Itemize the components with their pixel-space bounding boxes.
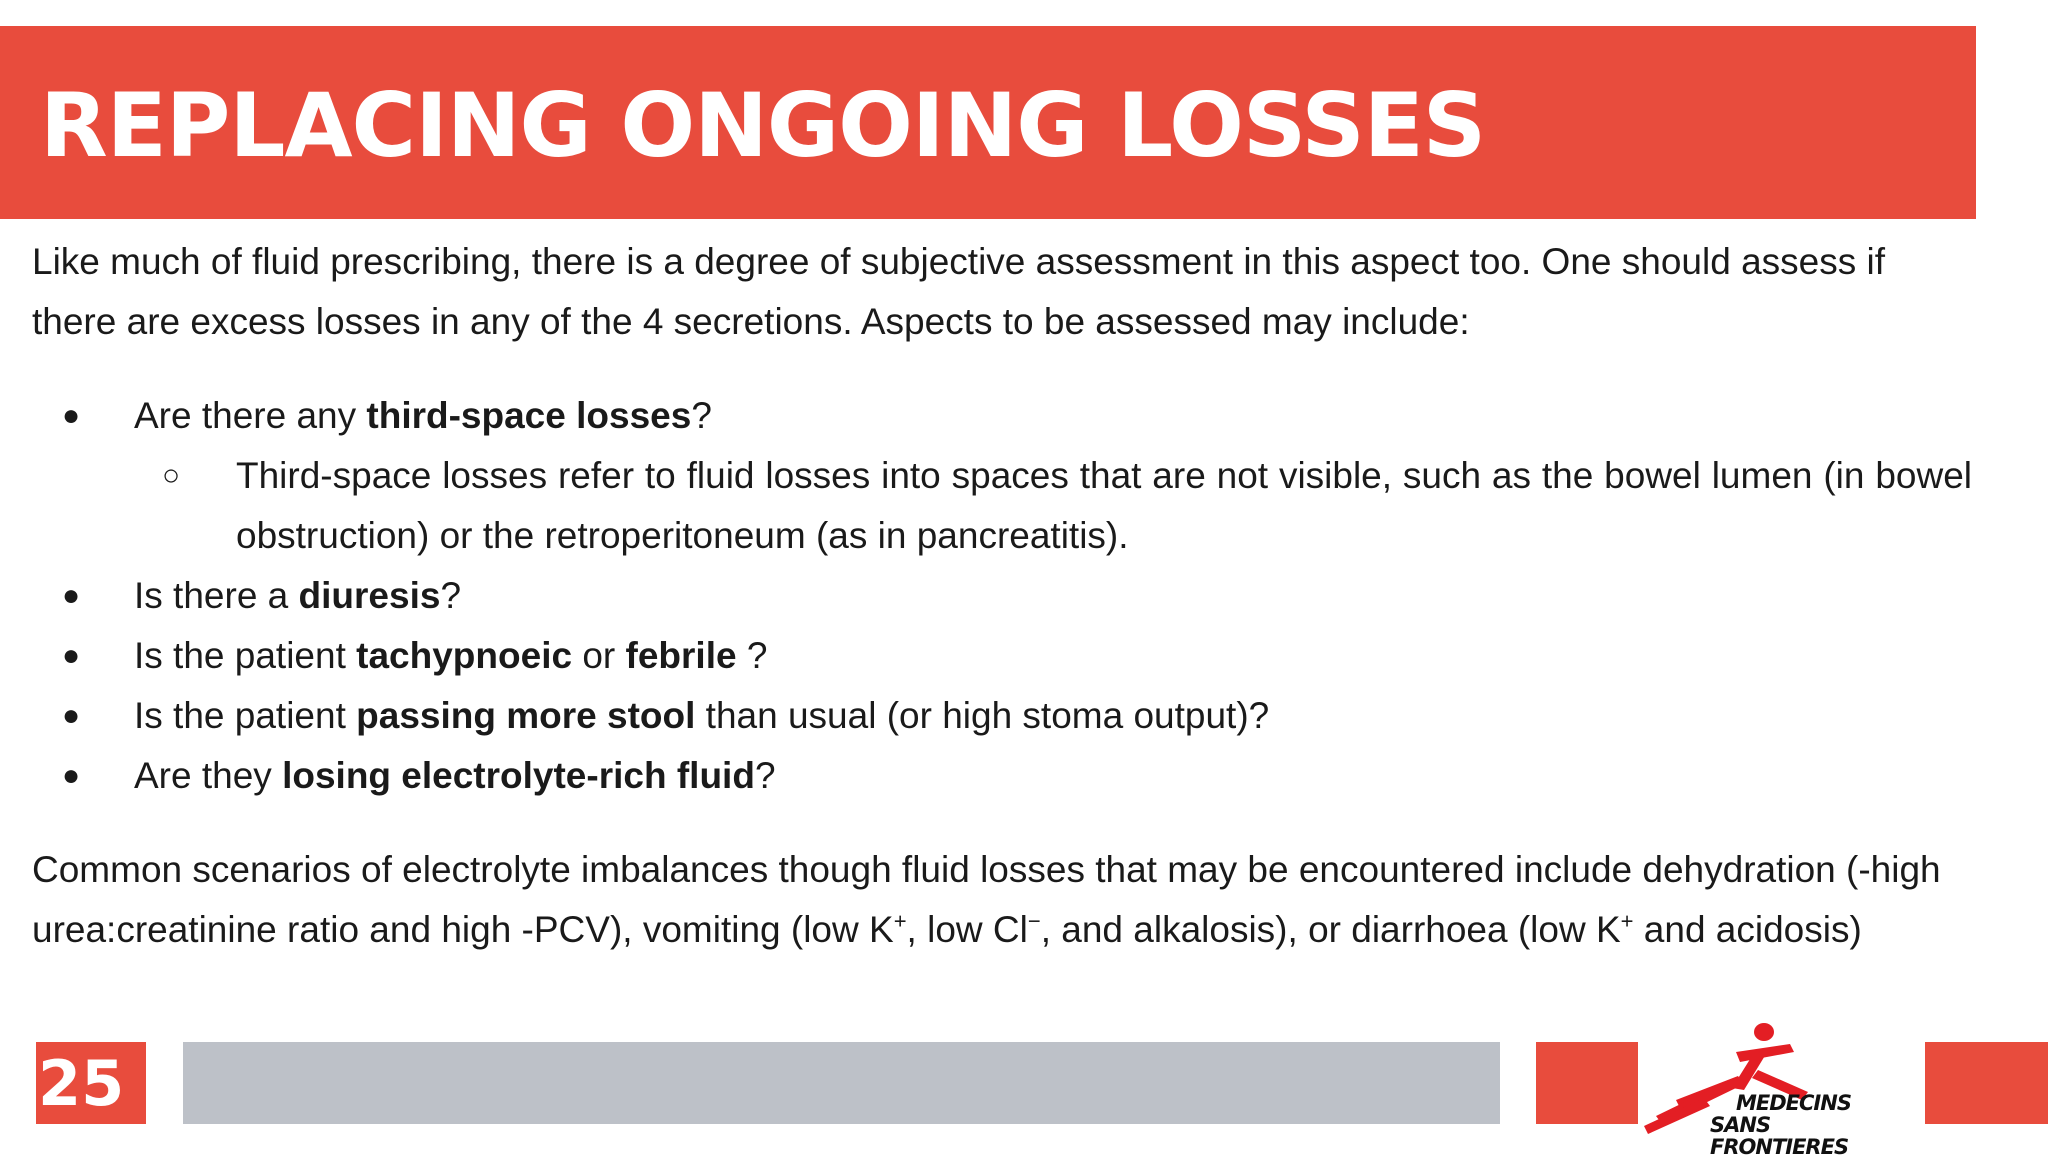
slide-body xyxy=(32,232,1972,960)
msf-logo-text: MEDECINS SANS FRONTIERES xyxy=(1710,1091,1851,1159)
bullet-circle-icon: ○ xyxy=(162,459,181,492)
outro-paragraph: Common scenarios of electrolyte imbalances though fluid losses that may be encountered include dehydration (-high urea:creatinine ratio and high -PCV), vomiting (low K+, low Cl−, and alkalosis), or diarrhoea (low K+ and acidosis) xyxy=(32,849,1941,950)
bullet-dot-icon: ● xyxy=(62,699,81,732)
intro-paragraph: Like much of fluid prescribing, there is a degree of subjective assessment in this aspect too. One should assess if there are excess losses in any of the 4 secretions. Aspects to be assessed may include: xyxy=(32,241,1886,342)
list-item: ● Is the patient tachypnoeic or febrile ? xyxy=(32,626,1972,686)
bullet-dot-icon: ● xyxy=(62,579,81,612)
list-sub-item: ○ Third-space losses refer to fluid losses into spaces that are not visible, such as the bowel lumen (in bowel obstruction) or the retroperitoneum (as in pancreatitis). xyxy=(32,446,1972,566)
footer-red-block-right xyxy=(1925,1042,2048,1124)
footer-grey-bar xyxy=(183,1042,1500,1124)
slide-title: REPLACING ONGOING LOSSES xyxy=(40,74,1486,177)
bullet-dot-icon: ● xyxy=(62,759,81,792)
footer-red-block-left xyxy=(1536,1042,1638,1124)
list-item: ● Are they losing electrolyte-rich fluid? xyxy=(32,746,1972,806)
list-item: ● Are there any third-space losses? xyxy=(32,386,1972,446)
msf-logo xyxy=(1640,1018,1920,1159)
page-number: 25 xyxy=(38,1047,125,1120)
list-item: ● Is there a diuresis? xyxy=(32,566,1972,626)
bullet-dot-icon: ● xyxy=(62,399,81,432)
list-item: ● Is the patient passing more stool than usual (or high stoma output)? xyxy=(32,686,1972,746)
bullet-dot-icon: ● xyxy=(62,639,81,672)
assessment-list xyxy=(32,386,1972,806)
